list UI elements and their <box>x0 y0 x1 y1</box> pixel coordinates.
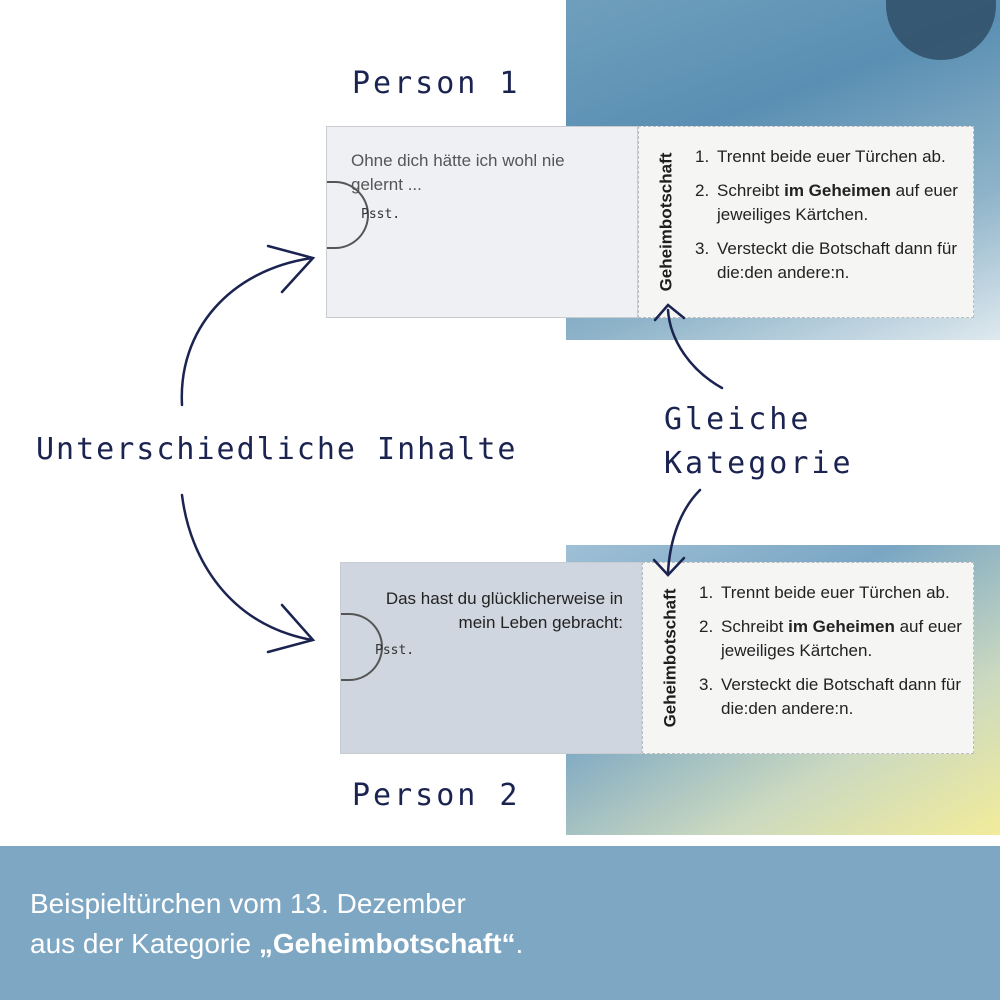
card2-step-2: 2. Schreibt im Geheimen auf euer jeweiliges Kärtchen. <box>699 617 962 660</box>
card2-step-1: 1. Trennt beide euer Türchen ab. <box>699 583 950 602</box>
card1-instructions <box>638 126 974 318</box>
card2-instructions <box>642 562 974 754</box>
arrowhead-card2 <box>268 605 313 652</box>
card1-steps <box>695 145 965 295</box>
footer-caption <box>30 884 523 964</box>
painted-eye <box>886 0 996 60</box>
card1-prompt: Ohne dich hätte ich wohl nie gelernt ... <box>351 151 565 194</box>
person2-label: Person 2 <box>352 778 521 813</box>
arrowhead-card1 <box>268 246 313 292</box>
arrow-to-card1 <box>182 258 312 405</box>
card2-front <box>340 562 642 754</box>
footer-line1: Beispieltürchen vom 13. Dezember <box>30 888 466 919</box>
card2-psst: Psst. <box>375 643 415 658</box>
card1-psst: Psst. <box>361 207 401 222</box>
same-category-label: Gleiche Kategorie <box>664 402 854 481</box>
card1-step-2: 2. Schreibt im Geheimen auf euer jeweiliges Kärtchen. <box>695 181 958 224</box>
card1-category: Geheimbotschaft <box>656 152 676 292</box>
arrow-to-card2 <box>182 495 312 640</box>
card1-step-3: 3. Versteckt die Botschaft dann für die:den andere:n. <box>695 239 958 282</box>
different-contents-label: Unterschiedliche Inhalte <box>36 432 518 467</box>
card2-category: Geheimbotschaft <box>660 588 680 728</box>
footer-banner <box>0 846 1000 1000</box>
card1-front <box>326 126 638 318</box>
person1-label: Person 1 <box>352 66 521 101</box>
card2-steps <box>699 581 969 731</box>
card1-step-1: 1. Trennt beide euer Türchen ab. <box>695 147 946 166</box>
card2-step-3: 3. Versteckt die Botschaft dann für die:den andere:n. <box>699 675 962 718</box>
card2-prompt: Das hast du glücklicherweise in mein Leben gebracht: <box>385 589 623 632</box>
card-person1 <box>326 126 974 318</box>
card-person2 <box>340 562 974 754</box>
footer-line2: aus der Kategorie „Geheimbotschaft“. <box>30 928 524 959</box>
